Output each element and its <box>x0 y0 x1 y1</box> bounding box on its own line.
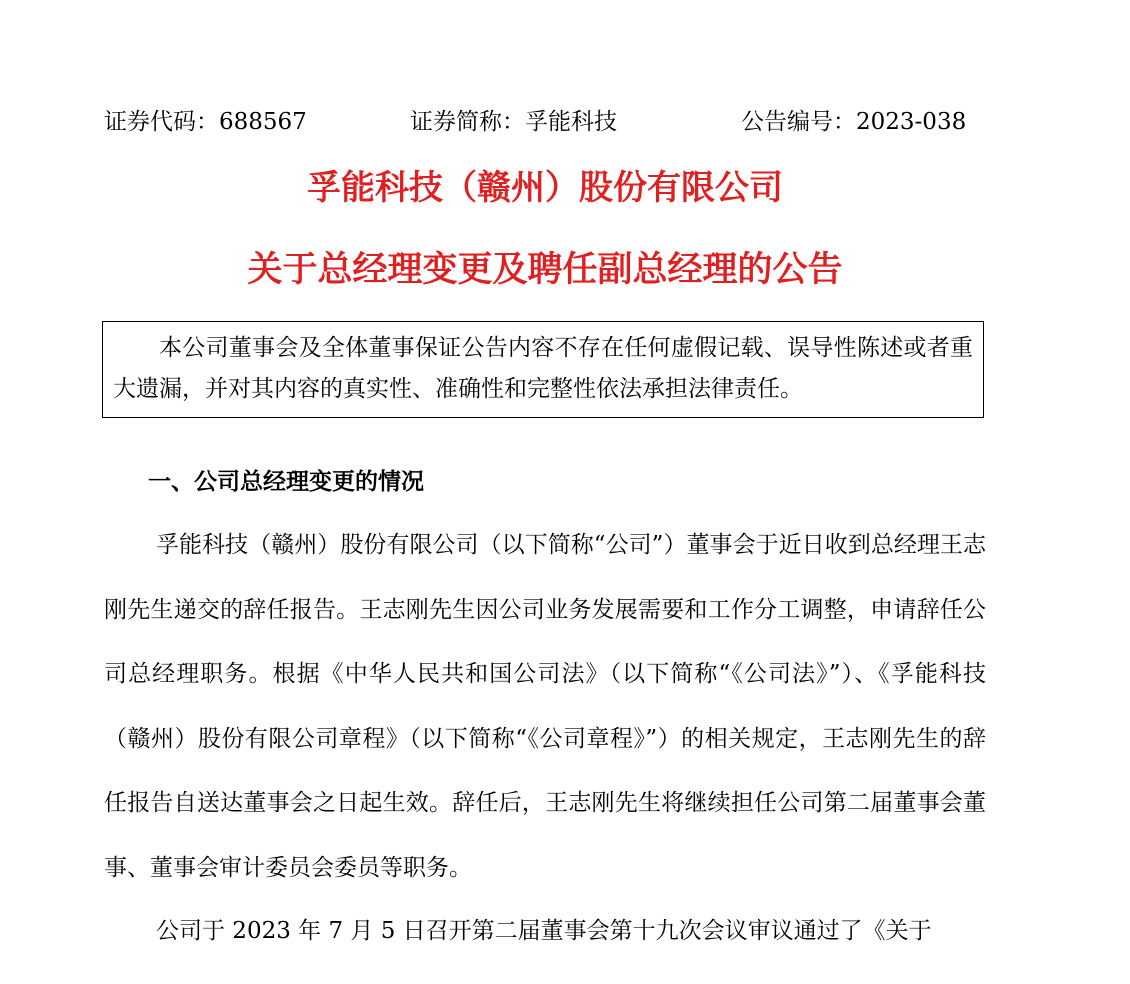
section-heading: 一、公司总经理变更的情况 <box>148 469 424 495</box>
disclaimer-box <box>102 321 984 418</box>
announcement-title: 关于总经理变更及聘任副总经理的公告 <box>247 250 843 290</box>
stock-abbreviation: 证券简称：孚能科技 <box>410 109 617 135</box>
paragraph-text: 孚能科技（赣州）股份有限公司（以下简称“公司”）董事会于近日收到总经理王志刚先生递交的辞任报告。王志刚先生因公司业务发展需要和工作分工调整，申请辞任公司总经理职务。根据《中华人民共和国公司法》（以下简称“《公司法》”）、《孚能科技（赣州）股份有限公司章程》（以下简称“《公司章程》”）的相关规定，王志刚先生的辞任报告自送达董事会之日起生效。辞任后，王志刚先生将继续担任公司第二届董事会董事、董事会审计委员会委员等职务。 <box>104 532 986 881</box>
paragraph-text: 公司于 2023 年 7 月 5 日召开第二届董事会第十九次会议审议通过了《关于 <box>156 918 932 944</box>
body-paragraph <box>104 513 986 900</box>
announcement-number: 公告编号：2023-038 <box>741 109 967 135</box>
disclaimer-text: 本公司董事会及全体董事保证公告内容不存在任何虚假记载、误导性陈述或者重大遗漏，并对其内容的真实性、准确性和完整性依法承担法律责任。 <box>113 335 973 402</box>
body-paragraph <box>104 899 986 964</box>
stock-code: 证券代码：688567 <box>104 109 307 135</box>
company-name-title: 孚能科技（赣州）股份有限公司 <box>307 168 783 208</box>
document-header <box>104 104 984 140</box>
